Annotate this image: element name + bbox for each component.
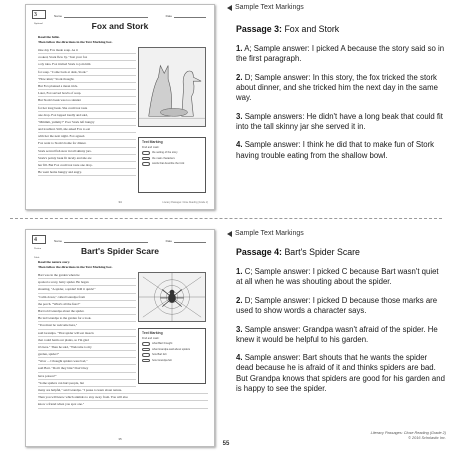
oval-mark-icon xyxy=(142,342,150,346)
passage-line: for soup. "Come back at dark, Stork." xyxy=(38,69,136,76)
date-line xyxy=(174,242,206,243)
passage-body xyxy=(38,272,136,387)
passage-line: Stork served fish stew in tall skinny jars. xyxy=(38,148,136,155)
page-thumbnail-barts-spider-scare xyxy=(25,229,215,447)
name-label: Name xyxy=(54,14,63,18)
passage-line: many are helpful," said Grandpa. "I pause to learn about nature. xyxy=(38,387,208,394)
box-mark-icon xyxy=(142,157,150,161)
passage-line: But Stork's beak was too slender xyxy=(38,97,136,104)
passage-line: Stork's pointy beak fit nicely and she ate xyxy=(38,155,136,162)
thumbnail-page-number: 34 xyxy=(118,200,122,204)
arrow-left-icon xyxy=(227,5,232,11)
text-marking-item: the main characters xyxy=(142,157,202,161)
arrow-left-icon xyxy=(227,231,232,237)
fox-and-stork-illustration xyxy=(138,47,206,127)
passage-line: Bart was in the garden when he xyxy=(38,272,136,279)
answer-key-passage-4 xyxy=(236,247,446,402)
passage-line: spotted a scary, hairy spider. He began xyxy=(38,279,136,286)
passage-line: shouting, "A spider, a spider! Kill it quick!" xyxy=(38,286,136,293)
underline-mark-icon xyxy=(142,162,150,166)
passage-line: Fox went to Stork's home for dinner. xyxy=(38,140,136,147)
passage-line: "You must be welcome here," xyxy=(38,322,136,329)
passage-line: "How kind," Stork thought. xyxy=(38,76,136,83)
answer-section-barts-spider-scare xyxy=(0,227,452,452)
answer-key-title: Passage 4: Bart's Spider Scare xyxy=(236,247,360,257)
passage-line: it's here." Then he said, "Welcome to my xyxy=(38,344,136,351)
text-marking-intro: Find and mark: xyxy=(142,146,160,149)
text-marking-box xyxy=(138,137,206,193)
passage-line: "Calm down," called Grandpa from xyxy=(38,294,136,301)
thumbnail-credit: Literacy Passages: Close Reading (Grade 2) xyxy=(162,202,208,204)
date-label: Date xyxy=(165,239,172,243)
star-mark-icon xyxy=(142,353,150,357)
underline-mark-icon xyxy=(142,359,150,363)
text-marking-box xyxy=(138,328,206,384)
passage-line: Later, Fox served bowls of soup. xyxy=(38,90,136,97)
answer-section-fox-and-stork xyxy=(0,0,452,212)
passage-line: Bart told Grandpa about the spider. xyxy=(38,308,136,315)
passage-line: know a friend when you spot one." xyxy=(38,401,208,408)
text-marking-item: words that describe the trick xyxy=(142,162,202,166)
passage-line: for her long beak. She could not taste xyxy=(38,105,136,112)
text-marking-intro: Find and mark: xyxy=(142,337,160,340)
passage-line: the porch. "What's all the fuss?" xyxy=(38,301,136,308)
answer-key-title: Passage 3: Fox and Stork xyxy=(236,24,340,34)
passage-line: that could harm our plants, so I'm glad xyxy=(38,337,136,344)
answer-item: 2. D; Sample answer: I picked D because those marks are used to show words a character says. xyxy=(236,295,438,315)
answer-item: 4. Sample answer: Bart shouts that he wants the spider dead because he is afraid of it and thinks spiders are bad. But Grandpa knows that spiders are good for his garden and is happy to see the spider. xyxy=(236,353,445,393)
fox-stork-drawing xyxy=(139,48,205,126)
passage-number-badge: 3 Optional xyxy=(32,10,46,19)
answer-item: 3. Sample answers: He didn't have a long beak that could fit into the tall skinny jar she served it in. xyxy=(236,111,443,131)
passage-number-badge: 4 Fiction Fable xyxy=(32,235,46,244)
passage-line: with her the next night. Fox agreed. xyxy=(38,133,136,140)
answer-key-passage-3 xyxy=(236,24,446,169)
passage-title: Fox and Stork xyxy=(91,21,149,31)
date-line xyxy=(174,17,206,18)
passage-line: "Wow ... I thought spiders were bad," xyxy=(38,358,136,365)
passage-line: garden, spider!" xyxy=(38,351,136,358)
text-marking-item: what Bart thought xyxy=(142,342,202,346)
footer-page-number: 55 xyxy=(222,441,230,447)
passage-line: "Some spiders can hurt people, but xyxy=(38,380,136,387)
passage-title: Bart's Spider Scare xyxy=(80,246,160,256)
text-marking-item: the setting of the story xyxy=(142,151,202,155)
text-marking-title: Text Marking xyxy=(142,140,163,144)
spider-drawing xyxy=(139,273,205,321)
passage-line: One day Fox made soup. As it xyxy=(38,47,136,54)
answer-item: 4. Sample answer: I think he did that to make fun of Stork having trouble eating from the shallow bowl. xyxy=(236,140,435,160)
text-marking-item: how Bart felt xyxy=(142,353,202,357)
passage-instructions: Read the nature story. Then follow the directions in the Text Marking box. xyxy=(38,260,113,269)
passage-body xyxy=(38,47,136,176)
passage-line: a sly idea. Fox invited Stork to join him xyxy=(38,61,136,68)
passage-line: have poison?" xyxy=(38,373,136,380)
passage-instructions: Read the fable. Then follow the directions in the Text Marking box. xyxy=(38,35,113,44)
sample-text-markings-label: Sample Text Markings xyxy=(227,230,304,237)
answer-item: 1. A; Sample answer: I picked A because the story said so in the first paragraph. xyxy=(236,44,445,64)
passage-line: her fill. But Fox could not taste one drop. xyxy=(38,162,136,169)
passage-line: Then you will know which animals to stay away from. You will also xyxy=(38,394,208,401)
thumbnail-page-number: 35 xyxy=(118,437,122,441)
passage-line: But Fox planned a mean trick. xyxy=(38,83,136,90)
spider-illustration xyxy=(138,272,206,322)
text-marking-item: what Grandpa said about spiders xyxy=(142,348,202,352)
passage-line: He led Grandpa to the garden for a look. xyxy=(38,315,136,322)
passage-body-continued xyxy=(38,387,208,409)
passage-line: He went home hungry and angry. xyxy=(38,169,136,176)
passage-line: cooked, Stork flew by. "Just your fox xyxy=(38,54,136,61)
passage-line: said Bart. "Don't they bite? Don't they xyxy=(38,365,136,372)
footer-credit: Literacy Passages: Close Reading (Grade 2) © 2016 Scholastic Inc. xyxy=(370,431,446,440)
passage-line: one drop. Fox lapped loudly and said, xyxy=(38,112,136,119)
name-line xyxy=(64,242,148,243)
text-marking-title: Text Marking xyxy=(142,331,163,335)
name-line xyxy=(64,17,148,18)
answer-item: 1. C; Sample answer: I picked C because Bart wasn't quiet at all when he was shouting about the spider. xyxy=(236,267,439,287)
passage-line: said Grandpa. "That spider will eat insects xyxy=(38,330,136,337)
name-label: Name xyxy=(54,239,63,243)
passage-line: "Mmmm, yummy!" Poor Stork left hungry xyxy=(38,119,136,126)
section-divider xyxy=(10,218,442,219)
passage-line: and troubled. Still, she asked Fox to eat xyxy=(38,126,136,133)
text-marking-item: how Grandpa felt xyxy=(142,359,202,363)
oval-mark-icon xyxy=(142,151,150,155)
thumbnail-header xyxy=(32,10,208,25)
box-mark-icon xyxy=(142,348,150,352)
date-label: Date xyxy=(165,14,172,18)
page-thumbnail-fox-and-stork xyxy=(25,4,215,210)
sample-text-markings-label: Sample Text Markings xyxy=(227,4,304,11)
answer-item: 3. Sample answer: Grandpa wasn't afraid of the spider. He knew it would be helpful to his garden. xyxy=(236,324,438,344)
answer-item: 2. D; Sample answer: In this story, the fox tricked the stork about dinner, and she tricked him the next day in the same way. xyxy=(236,72,438,102)
